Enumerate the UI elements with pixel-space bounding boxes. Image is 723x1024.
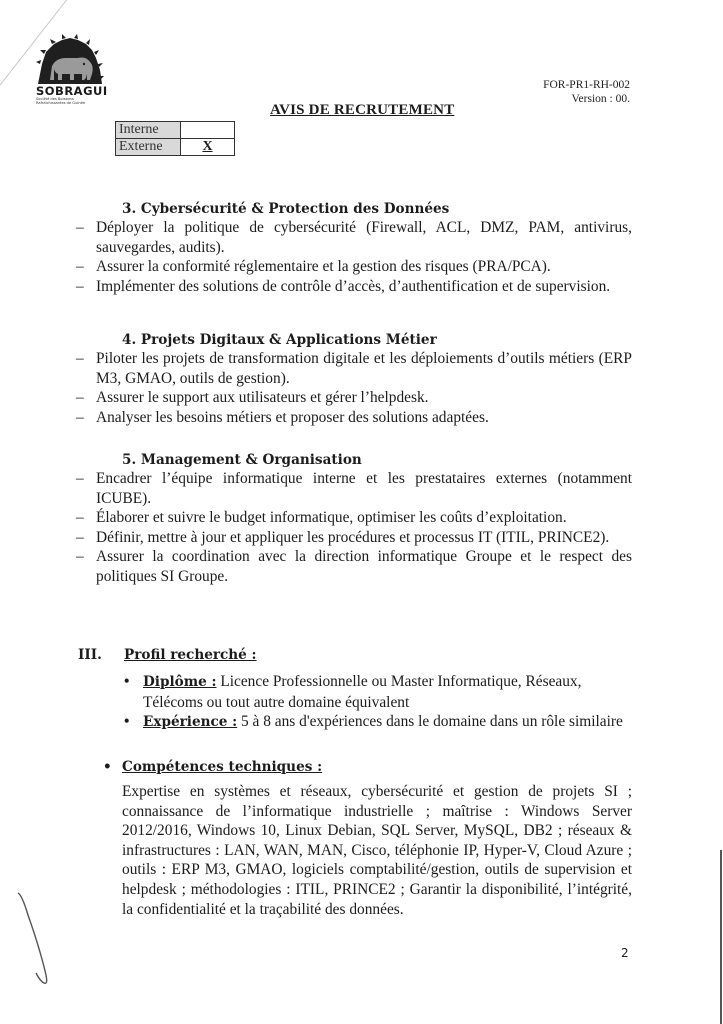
dash-marker: – bbox=[76, 350, 84, 367]
dash-marker: – bbox=[76, 509, 84, 527]
section-title: Profil recherché : bbox=[124, 647, 257, 663]
item-text: 5 à 8 ans d'expériences dans le domaine dans un rôle similaire bbox=[237, 713, 623, 731]
section-number: III. bbox=[78, 647, 102, 663]
item-text: Licence Professionnelle ou Master Informatique, Réseaux, Télécoms ou tout autre domaine équivalent bbox=[143, 673, 582, 711]
dash-marker: – bbox=[76, 528, 84, 546]
list-item bbox=[76, 508, 632, 528]
section-heading: 5. Management & Organisation bbox=[122, 452, 362, 468]
dash-marker: – bbox=[76, 408, 84, 426]
recruitment-type-table bbox=[115, 121, 235, 156]
type-label: Interne bbox=[116, 122, 181, 139]
section-list bbox=[76, 349, 632, 427]
item-key: Expérience : bbox=[143, 714, 238, 731]
bullet-marker: • bbox=[124, 673, 130, 690]
type-checkbox-interne bbox=[181, 122, 235, 139]
item-key: Diplôme : bbox=[143, 674, 217, 690]
dash-marker: – bbox=[76, 389, 84, 407]
doc-code: FOR-PR1-RH-002 bbox=[543, 79, 630, 91]
list-item-text: Encadrer l’équipe informatique interne et les prestataires externes (notamment ICUBE). bbox=[96, 470, 632, 507]
logo-wordmark: SOBRAGUI bbox=[36, 84, 108, 98]
type-checkbox-externe: X bbox=[181, 139, 235, 156]
list-item bbox=[124, 712, 632, 733]
dash-marker: – bbox=[76, 219, 84, 236]
list-item bbox=[76, 218, 632, 257]
skills-title: Compétences techniques : bbox=[122, 759, 323, 775]
list-item-text: Définir, mettre à jour et appliquer les procédures et processus IT (ITIL, PRINCE2). bbox=[96, 528, 610, 546]
doc-version: Version : 00. bbox=[571, 93, 630, 105]
document-reference bbox=[543, 78, 630, 106]
section-heading: 3. Cybersécurité & Protection des Données bbox=[122, 201, 450, 217]
list-item-text: Analyser les besoins métiers et proposer des solutions adaptées. bbox=[96, 408, 489, 426]
logo-subtitle: Société des Boissons Rafraîchissantes de Guinée bbox=[36, 97, 86, 106]
list-item bbox=[124, 672, 632, 712]
bullet-marker: • bbox=[103, 759, 112, 775]
list-item bbox=[76, 408, 632, 428]
section-heading: 4. Projets Digitaux & Applications Métier bbox=[122, 332, 437, 348]
list-item bbox=[76, 349, 632, 388]
scan-edge-line bbox=[720, 850, 722, 1024]
dash-marker: – bbox=[76, 548, 84, 566]
list-item-text: Assurer la conformité réglementaire et la gestion des risques (PRA/PCA). bbox=[96, 258, 551, 276]
profile-heading bbox=[78, 646, 257, 666]
page-number: 2 bbox=[621, 946, 629, 960]
bullet-marker: • bbox=[124, 713, 130, 731]
list-item bbox=[76, 528, 632, 548]
table-row bbox=[116, 139, 235, 156]
list-item bbox=[76, 547, 632, 586]
list-item-text: Implémenter des solutions de contrôle d’accès, d’authentification et de supervision. bbox=[96, 277, 611, 295]
list-item bbox=[76, 388, 632, 408]
elephant-sunburst-icon bbox=[32, 34, 104, 86]
table-row bbox=[116, 122, 235, 139]
type-label: Externe bbox=[116, 139, 181, 156]
list-item bbox=[76, 277, 632, 297]
list-item-text: Assurer le support aux utilisateurs et gérer l’helpdesk. bbox=[96, 389, 429, 407]
list-item bbox=[76, 257, 632, 277]
profile-list bbox=[124, 672, 632, 733]
list-item-text: Déployer la politique de cybersécurité (Firewall, ACL, DMZ, PAM, antivirus, sauvegardes, audits). bbox=[96, 219, 632, 256]
skills-heading bbox=[103, 758, 322, 778]
list-item bbox=[76, 469, 632, 508]
list-item-text: Assurer la coordination avec la direction informatique Groupe et le respect des politiques SI Groupe. bbox=[96, 548, 632, 585]
dash-marker: – bbox=[76, 470, 84, 487]
page-title: AVIS DE RECRUTEMENT bbox=[270, 102, 455, 118]
section-list bbox=[76, 218, 632, 296]
list-item-text: Piloter les projets de transformation digitale et les déploiements d’outils métiers (ERP M3, GMAO, outils de gestion). bbox=[96, 350, 632, 387]
dash-marker: – bbox=[76, 258, 84, 276]
section-list bbox=[76, 469, 632, 587]
skills-paragraph: Expertise en systèmes et réseaux, cybersécurité et gestion de projets SI ; connaissance de l’informatique industrielle ; maîtrise : Windows Server 2012/2016, Windows 10, Linux Debian, SQL Server, MySQL, DB2 ; réseaux & infrastructures : LAN, WAN, MAN, Cisco, téléphonie IP, Hyper-V, Cloud Azure ; outils : ERP M3, GMAO, logiciels comptabilité/gestion, outils de supervision et helpdesk ; méthodologies : ITIL, PRINCE2 ; Garantir la disponibilité, l’intégrité, la confidentialité et la traçabilité des données. bbox=[122, 783, 632, 918]
list-item-text: Élaborer et suivre le budget informatique, optimiser les coûts d’exploitation. bbox=[96, 509, 567, 527]
dash-marker: – bbox=[76, 277, 84, 295]
signature-mark bbox=[10, 885, 50, 995]
